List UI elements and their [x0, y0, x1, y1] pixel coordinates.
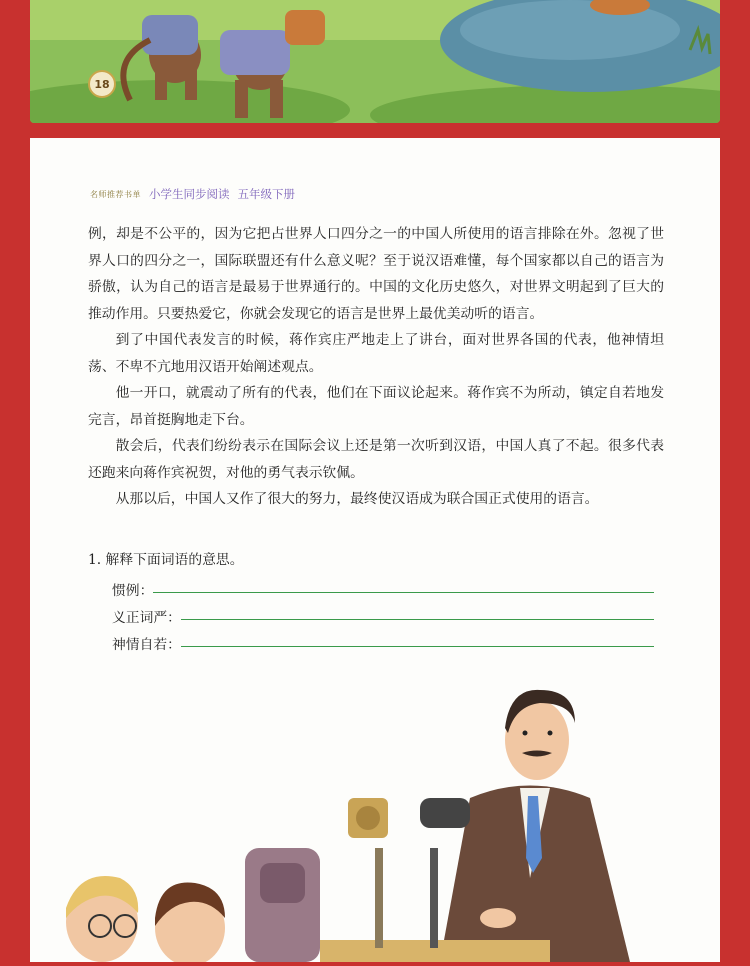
- top-illustration: [30, 0, 720, 123]
- page-sheet: [30, 138, 720, 962]
- answer-line[interactable]: [153, 592, 654, 593]
- paragraph: 他一开口，就震动了所有的代表，他们在下面议论起来。蒋作宾不为所动，镇定自若地发完言，昂首挺胸地走下台。: [88, 385, 664, 428]
- paragraph: 例，却是不公平的，因为它把占世界人口四分之一的中国人所使用的语言排除在外。忽视了世界人口的四分之一，国际联盟还有什么意义呢？至于说汉语难懂，每个国家都以自己的语言为骄傲，认为自己的语言是最易于世界通行的。中国的文化历史悠久，对世界文明起到了巨大的推动作用。只要热爱它，你就会发现它的语言是世界上最优美动听的语言。: [88, 226, 664, 322]
- paragraph: 到了中国代表发言的时候，蒋作宾庄严地走上了讲台，面对世界各国的代表，他神情坦荡、不卑不亢地用汉语开始阐述观点。: [88, 332, 664, 375]
- exercise-item: [112, 626, 668, 653]
- paragraph: 散会后，代表们纷纷表示在国际会议上还是第一次听到汉语，中国人真了不起。很多代表还跑来向蒋作宾祝贺，对他的勇气表示钦佩。: [88, 438, 664, 481]
- term-label: 惯例：: [112, 583, 154, 599]
- series-tag: 名师推荐书单: [90, 189, 141, 199]
- term-label: 神情自若：: [112, 637, 181, 653]
- story-text: [88, 221, 664, 513]
- book-title: 小学生同步阅读: [149, 187, 230, 201]
- grade-label: 五年级下册: [237, 187, 295, 201]
- answer-line[interactable]: [181, 619, 654, 620]
- exercise-section: [88, 548, 668, 653]
- speech-illustration: [30, 678, 720, 962]
- monkeys-illustration: [30, 0, 720, 123]
- speaker-illustration: [30, 678, 720, 962]
- exercise-question: 1. 解释下面词语的意思。: [88, 552, 244, 568]
- exercise-item: [112, 572, 668, 599]
- term-label: 义正词严：: [112, 610, 181, 626]
- paragraph: 从那以后，中国人又作了很大的努力，最终使汉语成为联合国正式使用的语言。: [115, 491, 599, 507]
- answer-line[interactable]: [181, 646, 654, 647]
- exercise-item: [112, 599, 668, 626]
- page-number-badge: 18: [88, 70, 116, 98]
- running-header: [90, 186, 295, 202]
